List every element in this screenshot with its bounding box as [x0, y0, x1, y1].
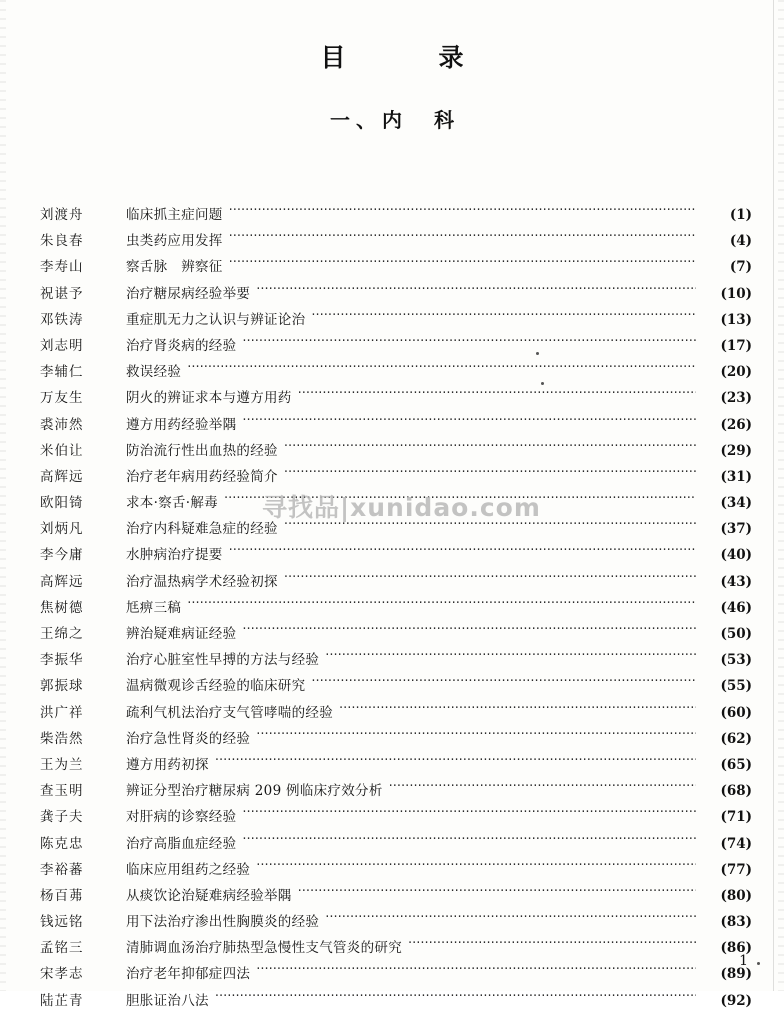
toc-entry[interactable]: [40, 229, 752, 255]
toc-entry-author: 陆芷青: [40, 992, 84, 1009]
toc-entry-leader: [284, 519, 696, 533]
toc-entry-leader: [229, 257, 696, 271]
toc-entry-page: (4): [729, 233, 752, 250]
toc-entry-leader: [242, 624, 696, 638]
scan-edge-left: [0, 0, 6, 991]
toc-entry[interactable]: [40, 517, 752, 543]
toc-entry-title: 求本·察舌·解毒: [126, 495, 218, 512]
toc-entry-page: (74): [720, 835, 752, 852]
toc-entry-author: 刘志明: [40, 337, 84, 354]
toc-entry[interactable]: [40, 491, 752, 517]
toc-entry-title: 用下法治疗渗出性胸膜炎的经验: [126, 914, 320, 931]
toc-entry[interactable]: [40, 910, 752, 936]
toc-entry-page: (37): [720, 521, 752, 538]
toc-entry-title: 治疗老年抑郁症四法: [126, 966, 251, 983]
scan-speck: [541, 382, 544, 385]
toc-entry-page: (7): [729, 259, 752, 276]
toc-entry[interactable]: [40, 360, 752, 386]
toc-entry-title: 临床抓主症问题: [126, 207, 223, 223]
toc-entry-page: (80): [720, 887, 752, 904]
scan-edge-right: [778, 0, 784, 991]
toc-entry[interactable]: [40, 596, 752, 622]
toc-entry-title: 防治流行性出血热的经验: [126, 442, 278, 459]
toc-entry-leader: [242, 415, 696, 429]
toc-entry[interactable]: [40, 543, 752, 569]
scan-speck: [757, 962, 760, 965]
toc-entry-title: 治疗高脂血症经验: [126, 835, 237, 852]
toc-entry-author: 裘沛然: [40, 416, 84, 433]
toc-entry-title: 遵方用药初探: [126, 756, 209, 773]
toc-entry-leader: [242, 834, 696, 848]
toc-entry-leader: [256, 860, 696, 874]
toc-entry-author: 朱良春: [40, 233, 84, 250]
toc-entry[interactable]: [40, 439, 752, 465]
toc-entry-leader: [298, 388, 696, 402]
toc-entry-title: 对肝病的诊察经验: [126, 809, 237, 826]
toc-entry-leader: [229, 545, 696, 559]
toc-entry-page: (50): [720, 626, 752, 642]
toc-entry-author: 高辉远: [40, 468, 84, 485]
toc-entry-leader: [229, 205, 696, 219]
toc-entry-author: 李振华: [40, 652, 84, 669]
toc-entry-leader: [339, 703, 696, 717]
toc-entry-page: (83): [720, 914, 752, 931]
toc-entry-page: (65): [720, 756, 752, 773]
toc-entry[interactable]: [40, 308, 752, 334]
toc-entry-author: 钱远铭: [40, 914, 84, 931]
toc-entry-title: 救误经验: [126, 364, 182, 381]
toc-entry-title: 清肺调血汤治疗肺热型急慢性支气管炎的研究: [126, 940, 402, 957]
toc-entry-title: 治疗温热病学术经验初探: [126, 573, 278, 590]
toc-entry-leader: [256, 284, 696, 298]
toc-entry-title: 虫类药应用发挥: [126, 233, 223, 250]
page-number: 1: [739, 953, 748, 969]
toc-entry-author: 郭振球: [40, 678, 84, 695]
toc-entry-leader: [256, 964, 696, 978]
toc-entry[interactable]: [40, 334, 752, 360]
toc-entry-leader: [311, 676, 696, 690]
toc-entry-author: 祝谌予: [40, 285, 84, 302]
toc-entry[interactable]: [40, 858, 752, 884]
toc-entry-leader: [298, 886, 696, 900]
toc-entry-title: 辨治疑难病证经验: [126, 626, 237, 642]
toc-entry-leader: [187, 362, 696, 376]
toc-entry-author: 李辅仁: [40, 364, 84, 381]
toc-entry-page: (40): [720, 547, 752, 564]
toc-entry[interactable]: [40, 779, 752, 805]
toc-entry[interactable]: [40, 962, 752, 988]
toc-entry-author: 柴浩然: [40, 730, 84, 747]
toc-entry-title: 温病微观诊舌经验的临床研究: [126, 678, 306, 695]
toc-entry-title: 尪痹三稿: [126, 599, 182, 616]
toc-entry-page: (1): [729, 207, 752, 223]
toc-entry-leader: [224, 493, 696, 507]
toc-entry-leader: [284, 467, 696, 481]
toc-entry-author: 万友生: [40, 390, 84, 407]
toc-entry[interactable]: [40, 832, 752, 858]
toc-entry-title: 治疗糖尿病经验举要: [126, 285, 251, 302]
toc-entry-leader: [311, 310, 696, 324]
toc-entry[interactable]: [40, 648, 752, 674]
toc-entry-author: 李寿山: [40, 259, 84, 276]
toc-entry[interactable]: [40, 413, 752, 439]
toc-entry-author: 欧阳锜: [40, 495, 84, 512]
toc-entry-page: (68): [720, 783, 752, 800]
toc-entry-leader: [215, 991, 696, 1005]
toc-entry-title: 重症肌无力之认识与辨证论治: [126, 311, 306, 328]
toc-entry-author: 米伯让: [40, 442, 84, 459]
toc-entry-page: (13): [720, 311, 752, 328]
toc-entry-page: (71): [720, 809, 752, 826]
toc-entry-author: 陈克忠: [40, 835, 84, 852]
watermark: 寻找品|xunidao.com: [262, 493, 541, 522]
toc-entry-author: 李裕蕃: [40, 861, 84, 878]
toc-entry[interactable]: [40, 701, 752, 727]
toc-entry-page: (46): [720, 599, 752, 616]
toc-entry[interactable]: [40, 805, 752, 831]
toc-entry-page: (29): [720, 442, 752, 459]
toc-entry-author: 邓铁涛: [40, 311, 84, 328]
toc-entry-page: (31): [720, 468, 752, 485]
table-of-contents: [40, 203, 752, 1015]
toc-entry-leader: [408, 938, 696, 952]
toc-entry[interactable]: [40, 936, 752, 962]
toc-entry-author: 王绵之: [40, 626, 84, 642]
toc-entry[interactable]: [40, 727, 752, 753]
toc-entry-title: 辨证分型治疗糖尿病 209 例临床疗效分析: [126, 783, 383, 800]
toc-entry-page: (89): [720, 966, 752, 983]
toc-entry-title: 治疗老年病用药经验简介: [126, 468, 278, 485]
toc-entry[interactable]: [40, 203, 752, 229]
toc-entry-page: (92): [720, 992, 752, 1009]
toc-entry-author: 焦树德: [40, 599, 84, 616]
toc-entry-page: (20): [720, 364, 752, 381]
toc-entry-title: 临床应用组药之经验: [126, 861, 251, 878]
toc-entry-author: 杨百茀: [40, 887, 84, 904]
toc-entry[interactable]: [40, 622, 752, 648]
toc-entry-author: 查玉明: [40, 783, 84, 800]
toc-entry-title: 胆胀证治八法: [126, 992, 209, 1009]
toc-entry-author: 高辉远: [40, 573, 84, 590]
toc-entry-leader: [325, 650, 696, 664]
toc-entry-page: (43): [720, 573, 752, 590]
toc-entry[interactable]: [40, 989, 752, 1015]
toc-entry-author: 孟铭三: [40, 940, 84, 957]
toc-entry-leader: [187, 598, 696, 612]
toc-entry-leader: [215, 755, 696, 769]
toc-entry-title: 治疗心脏室性早搏的方法与经验: [126, 652, 320, 669]
toc-entry-leader: [256, 729, 696, 743]
toc-entry-page: (77): [720, 861, 752, 878]
toc-entry-title: 治疗肾炎病的经验: [126, 337, 237, 354]
toc-entry-page: (62): [720, 730, 752, 747]
toc-entry[interactable]: [40, 386, 752, 412]
toc-entry[interactable]: [40, 282, 752, 308]
toc-entry-title: 疏利气机法治疗支气管哮喘的经验: [126, 704, 333, 721]
toc-entry-title: 从痰饮论治疑难病经验举隅: [126, 887, 292, 904]
toc-entry-page: (26): [720, 416, 752, 433]
toc-entry-title: 阴火的辨证求本与遵方用药: [126, 390, 292, 407]
toc-entry[interactable]: [40, 570, 752, 596]
section-heading: 一、内 科: [330, 108, 460, 132]
scan-speck: [536, 352, 539, 355]
toc-entry-author: 刘炳凡: [40, 521, 84, 538]
toc-entry-page: (23): [720, 390, 752, 407]
toc-entry-leader: [325, 912, 696, 926]
toc-entry-author: 洪广祥: [40, 704, 84, 721]
toc-entry-leader: [242, 807, 696, 821]
toc-entry-title: 治疗内科疑难急症的经验: [126, 521, 278, 538]
toc-entry-page: (34): [720, 495, 752, 512]
toc-entry[interactable]: [40, 255, 752, 281]
toc-entry-title: 治疗急性肾炎的经验: [126, 730, 251, 747]
toc-entry[interactable]: [40, 753, 752, 779]
toc-entry[interactable]: [40, 465, 752, 491]
toc-entry-author: 刘渡舟: [40, 207, 84, 223]
toc-entry[interactable]: [40, 674, 752, 700]
toc-entry-page: (17): [720, 337, 752, 354]
toc-entry-page: (53): [720, 652, 752, 669]
page-border-rule: [773, 0, 774, 991]
toc-entry-author: 龚子夫: [40, 809, 84, 826]
page-title: 目 录: [320, 43, 498, 72]
toc-entry-title: 遵方用药经验举隅: [126, 416, 237, 433]
toc-entry-leader: [284, 441, 696, 455]
toc-entry-title: 察舌脉 辨察征: [126, 259, 223, 276]
toc-entry-leader: [389, 781, 696, 795]
toc-entry-page: (86): [720, 940, 752, 957]
toc-entry-author: 宋孝志: [40, 966, 84, 983]
toc-entry-leader: [229, 231, 696, 245]
toc-entry-page: (60): [720, 704, 752, 721]
toc-entry-page: (10): [720, 285, 752, 302]
toc-entry-page: (55): [720, 678, 752, 695]
toc-entry[interactable]: [40, 884, 752, 910]
toc-entry-author: 李今庸: [40, 547, 84, 564]
toc-entry-leader: [284, 572, 696, 586]
toc-entry-title: 水肿病治疗提要: [126, 547, 223, 564]
toc-entry-leader: [242, 336, 696, 350]
toc-entry-author: 王为兰: [40, 756, 84, 773]
